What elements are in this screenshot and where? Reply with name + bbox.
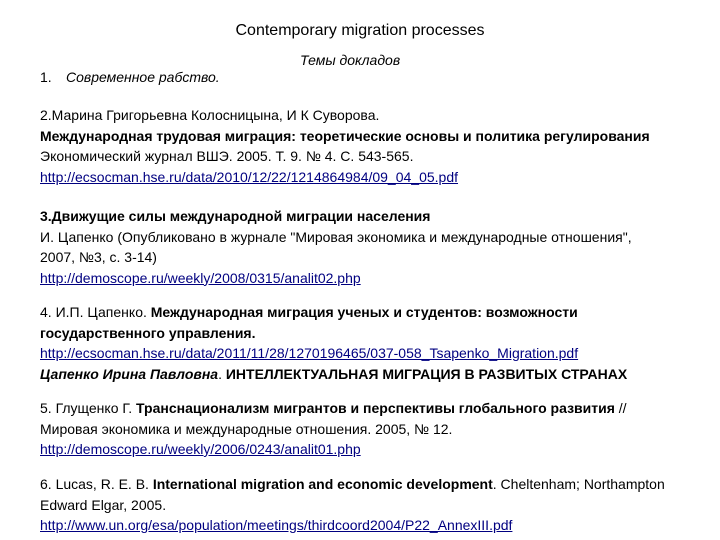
author-prefix: 4. И.П. Цапенко.: [40, 304, 151, 320]
reference-link[interactable]: http://demoscope.ru/weekly/2006/0243/analit01.php: [40, 441, 361, 457]
page-title: Contemporary migration processes: [235, 22, 485, 39]
separator: .: [218, 365, 226, 382]
work-title: 3.Движущие силы международной миграции населения: [40, 208, 431, 224]
author-prefix: 5. Глущенко Г.: [40, 400, 137, 416]
reference-item-2: [40, 105, 650, 187]
authors: 2.Марина Григорьевна Колосницына, И К Суворова.: [40, 107, 380, 123]
extra-author: Цапенко Ирина Павловна: [40, 365, 219, 382]
author-prefix: 6. Lucas, R. E. B.: [40, 476, 153, 492]
topic-text: Современное рабство.: [66, 69, 220, 85]
reference-link[interactable]: http://ecsocman.hse.ru/data/2010/12/22/1214864984/09_04_05.pdf: [40, 168, 459, 185]
source: Экономический журнал ВШЭ. 2005. Т. 9. № 4. С. 543-565.: [40, 148, 414, 164]
title-suffix: //: [614, 400, 627, 416]
reference-item-4: [40, 302, 627, 384]
work-title: Транснационализм мигрантов и перспективы глобального развития: [136, 400, 615, 416]
reference-item-3: [40, 206, 632, 288]
reference-item-6: [40, 474, 665, 536]
reference-link[interactable]: http://ecsocman.hse.ru/data/2011/11/28/1270196465/037-058_Tsapenko_Migration.pdf: [40, 345, 579, 361]
topic-item-1: [40, 69, 220, 85]
source-continued: 2007, №3, с. 3-14): [40, 249, 157, 265]
publisher: . Cheltenham; Northampton: [492, 476, 665, 492]
publisher-continued: Edward Elgar, 2005.: [40, 496, 167, 513]
topic-number: 1.: [40, 69, 52, 85]
work-title: Международная миграция ученых и студентов: возможности: [150, 304, 578, 320]
reference-item-5: [40, 398, 627, 460]
work-title: Международная трудовая миграция: теоретические основы и политика регулирования: [40, 127, 650, 144]
source: И. Цапенко (Опубликовано в журнале "Мировая экономика и международные отношения",: [40, 228, 632, 245]
reference-link[interactable]: http://www.un.org/esa/population/meetings/thirdcoord2004/P22_AnnexIII.pdf: [40, 517, 513, 533]
reference-link[interactable]: http://demoscope.ru/weekly/2008/0315/analit02.php: [40, 269, 361, 286]
source: Мировая экономика и международные отношения. 2005, № 12.: [40, 420, 453, 437]
extra-title: ИНТЕЛЛЕКТУАЛЬНАЯ МИГРАЦИЯ В РАЗВИТЫХ СТРАНАХ: [225, 365, 628, 382]
work-title-continued: государственного управления.: [40, 324, 256, 341]
work-title: International migration and economic development: [152, 476, 493, 492]
page-subtitle: Темы докладов: [300, 52, 401, 68]
